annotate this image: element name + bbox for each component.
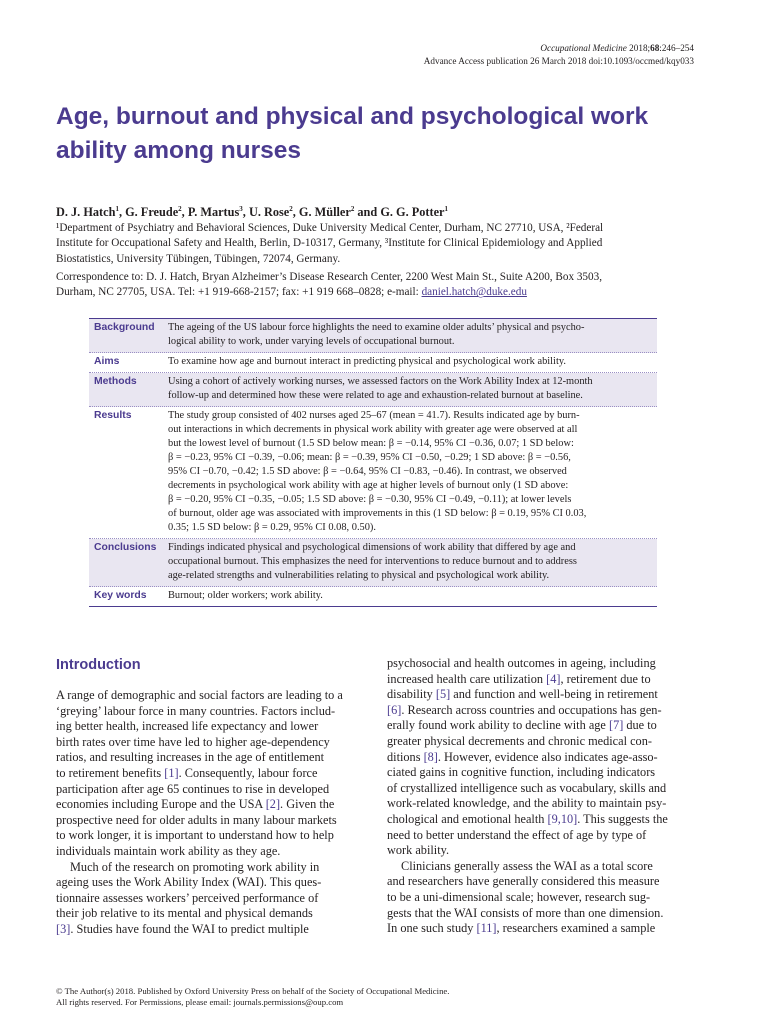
- body-text: individuals maintain work ability as they age.: [56, 843, 281, 858]
- abstract-line: The ageing of the US labour force highlights the need to examine older adults’ physical and psycho-: [168, 322, 585, 333]
- body-line: [387, 687, 694, 703]
- body-line: [387, 765, 694, 781]
- affiliations: [56, 221, 716, 267]
- abstract-line: logical ability to work, under varying levels of occupational burnout.: [168, 336, 455, 347]
- citation-link[interactable]: [11]: [476, 921, 497, 936]
- footer-line: © The Author(s) 2018. Published by Oxford University Press on behalf of the Society of Occupational Medicine.: [56, 986, 450, 996]
- body-line: [387, 859, 694, 875]
- correspondence-line: Correspondence to: D. J. Hatch, Bryan Alzheimer’s Disease Research Center, 2200 West Main St., Suite A200, Box 3503,: [56, 271, 603, 283]
- body-text: need to better understand the effect of age by type of: [387, 827, 647, 842]
- author-affiliation-mark: 2: [178, 205, 182, 213]
- body-text: . Consequently, labour force: [178, 765, 318, 780]
- body-text: . Given the: [280, 797, 335, 812]
- journal-volume: 68: [650, 43, 660, 53]
- author-name: D. J. Hatch: [56, 205, 116, 219]
- body-text: , researchers examined a sample: [496, 921, 656, 936]
- abstract-label: Methods: [94, 376, 137, 387]
- body-line: [56, 891, 363, 907]
- body-line: [387, 906, 694, 922]
- body-line: [387, 703, 694, 719]
- correspondence: [56, 270, 716, 301]
- citation-link[interactable]: [1]: [164, 765, 179, 780]
- abstract-text: [168, 541, 657, 583]
- body-line: [56, 906, 363, 922]
- body-text: tionnaire assesses workers’ perceived performance of: [56, 890, 319, 905]
- author-affiliation-mark: 2: [289, 205, 293, 213]
- body-text: increased health care utilization: [387, 671, 547, 686]
- copyright-footer: [56, 986, 449, 1008]
- body-line: [56, 875, 363, 891]
- body-text: to work longer, it is important to understand how to help: [56, 828, 334, 843]
- advance-access-line: Advance Access publication 26 March 2018 doi:10.1093/occmed/kqy033: [423, 55, 694, 66]
- citation-link[interactable]: [8]: [423, 749, 438, 764]
- body-text: A range of demographic and social factors are leading to a: [56, 688, 343, 702]
- body-text: work-related knowledge, and the ability to maintain psy-: [387, 796, 667, 811]
- body-line: [387, 781, 694, 797]
- body-text: birth rates over time have led to higher age-dependency: [56, 734, 330, 749]
- citation-link[interactable]: [3]: [56, 921, 71, 936]
- abstract-line: of burnout, older age was associated with improvements in this (1 SD below: β = 0.19, 95% CI 0.03,: [168, 508, 587, 519]
- abstract-row-background: [89, 319, 657, 353]
- body-line: [387, 874, 694, 890]
- body-text: , retirement due to: [560, 671, 651, 686]
- correspondence-line: [56, 285, 716, 300]
- abstract-line: Using a cohort of actively working nurses, we assessed factors on the Work Ability Index at 12-month: [168, 376, 593, 387]
- body-line: [387, 718, 694, 734]
- body-text: due to: [623, 718, 657, 733]
- author-separator: ,: [292, 205, 299, 219]
- abstract-line: β = −0.20, 95% CI −0.35, −0.05; 1.5 SD above: β = −0.30, 95% CI −0.49, −0.11); at lower levels: [168, 494, 572, 505]
- article-title: [56, 100, 716, 168]
- body-text: psychosocial and health outcomes in ageing, including: [387, 656, 656, 670]
- abstract-line: Burnout; older workers; work ability.: [168, 590, 323, 601]
- author-affiliation-mark: 1: [115, 205, 119, 213]
- left-column: [56, 656, 363, 938]
- abstract-row-results: [89, 407, 657, 539]
- body-text: economies including Europe and the USA: [56, 797, 266, 812]
- body-line: [56, 688, 363, 704]
- abstract-row-conclusions: [89, 539, 657, 587]
- citation-link[interactable]: [4]: [546, 671, 561, 686]
- body-text: ratios, and resulting increases in the age of entitlement: [56, 750, 325, 765]
- body-line: [56, 844, 363, 860]
- body-text: . This suggests the: [577, 811, 668, 826]
- title-line: Age, burnout and physical and psychological work: [56, 103, 649, 130]
- body-text: . However, evidence also indicates age-asso-: [437, 749, 658, 764]
- body-line: [387, 890, 694, 906]
- affiliation-line: ¹Department of Psychiatry and Behavioral Sciences, Duke University Medical Center, Durham, NC 27710, USA, ²Federal: [56, 222, 604, 234]
- body-line: [56, 797, 363, 813]
- author-affiliation-mark: 3: [239, 205, 243, 213]
- body-text: disability: [387, 687, 436, 702]
- author-name: U. Rose: [248, 205, 290, 219]
- body-text: Clinicians generally assess the WAI as a total score: [401, 858, 653, 873]
- abstract-label: Key words: [94, 590, 147, 601]
- citation-link[interactable]: [6]: [387, 702, 402, 717]
- body-text: chological and emotional health: [387, 811, 548, 826]
- abstract-line: occupational burnout. This emphasizes the need for interventions to reduce burnout and to address: [168, 556, 577, 567]
- body-text: Much of the research on promoting work ability in: [70, 859, 320, 874]
- title-line: ability among nurses: [56, 137, 302, 164]
- abstract-line: Findings indicated physical and psychological dimensions of work ability that differed by age and: [168, 542, 576, 553]
- author-separator: ,: [118, 205, 126, 219]
- body-text: . Studies have found the WAI to predict multiple: [70, 921, 309, 936]
- body-line: [387, 672, 694, 688]
- body-text: ciated gains in cognitive function, including indicators: [387, 765, 656, 780]
- body-text: prospective need for older adults in many labour markets: [56, 812, 337, 827]
- body-line: [56, 766, 363, 782]
- body-line: [387, 828, 694, 844]
- abstract-line: but the lowest level of burnout (1.5 SD below mean: β = −0.14, 95% CI −0.36, 0.07; 1 SD below:: [168, 438, 574, 449]
- author-name: G. G. Potter: [380, 205, 445, 219]
- author-affiliation-mark: 1: [444, 205, 449, 213]
- body-line: [56, 860, 363, 876]
- abstract-label: Aims: [94, 356, 120, 367]
- abstract-text: [168, 375, 657, 403]
- body-line: [387, 750, 694, 766]
- citation-link[interactable]: [9,10]: [547, 811, 578, 826]
- body-line: [56, 828, 363, 844]
- abstract-row-key-words: [89, 587, 657, 606]
- footer-line: All rights reserved. For Permissions, please email: journals.permissions@oup.com: [56, 997, 344, 1007]
- abstract-text: [168, 355, 657, 369]
- correspondence-text: Durham, NC 27705, USA. Tel: +1 919-668-2157; fax: +1 919 668–0828; e-mail:: [56, 286, 422, 299]
- body-text: . Research across countries and occupations has gen-: [401, 702, 662, 717]
- structured-abstract: [89, 318, 657, 607]
- body-text: work ability.: [387, 843, 450, 858]
- body-text: In one such study: [387, 921, 477, 936]
- author-name: P. Martus: [187, 205, 240, 219]
- abstract-text: [168, 589, 657, 603]
- body-text: their job relative to its mental and physical demands: [56, 906, 313, 921]
- body-line: [387, 656, 694, 672]
- body-text: erally found work ability to decline with age: [387, 718, 609, 733]
- body-text: gests that the WAI consists of more than one dimension.: [387, 905, 664, 920]
- abstract-line: decrements in psychological work ability with age at higher levels of burnout only (1 SD above:: [168, 480, 569, 491]
- abstract-line: The study group consisted of 402 nurses aged 25–67 (mean = 41.7). Results indicated age by burn-: [168, 410, 580, 421]
- body-line: [387, 796, 694, 812]
- body-line: [56, 782, 363, 798]
- body-text: participation after age 65 continues to rise in developed: [56, 781, 330, 796]
- journal-pages: :246–254: [659, 43, 694, 53]
- abstract-row-aims: [89, 353, 657, 373]
- abstract-line: out interactions in which decrements in physical work ability with greater age were observed at all: [168, 424, 578, 435]
- abstract-label: Results: [94, 410, 132, 421]
- abstract-line: 95% CI −0.70, −0.42; 1.5 SD above: β = −0.64, 95% CI −0.83, −0.46). In contrast, we observed: [168, 466, 567, 477]
- author-separator: and: [354, 205, 381, 219]
- author-name: G. Müller: [298, 205, 351, 219]
- right-column: [387, 656, 694, 937]
- author-separator: ,: [181, 205, 188, 219]
- body-line: [56, 719, 363, 735]
- abstract-label: Background: [94, 322, 155, 333]
- author-separator: ,: [242, 205, 249, 219]
- section-heading-introduction: Introduction: [56, 657, 141, 673]
- body-line: [56, 704, 363, 720]
- abstract-line: To examine how age and burnout interact in predicting physical and psychological work ability.: [168, 356, 566, 367]
- body-text: to be a uni-dimensional scale; however, research sug-: [387, 889, 651, 904]
- abstract-line: follow-up and determined how these were related to age and exhaustion-related burnout at baseline.: [168, 390, 583, 401]
- abstract-text: [168, 409, 657, 535]
- journal-header: [424, 42, 694, 67]
- citation-link[interactable]: [5]: [435, 687, 451, 702]
- affiliation-line: Biostatistics, University Tübingen, Tübingen, 72074, Germany.: [56, 252, 341, 265]
- abstract-label: Conclusions: [94, 542, 157, 553]
- abstract-line: β = −0.23, 95% CI −0.39, −0.06; mean: β = −0.39, 95% CI −0.50, −0.29; 1 SD above: β = −0.56,: [168, 452, 571, 463]
- body-text: and researchers have generally considered this measure: [387, 874, 660, 889]
- abstract-row-methods: [89, 373, 657, 407]
- journal-name: Occupational Medicine: [540, 43, 627, 53]
- abstract-line: 0.35; 1.5 SD below: β = 0.29, 95% CI 0.08, 0.50).: [168, 522, 376, 533]
- body-text: ing better health, increased life expectancy and lower: [56, 719, 319, 734]
- body-line: [387, 734, 694, 750]
- affiliation-line: Institute for Occupational Safety and Health, Berlin, D-10317, Germany, ³Institute for Clinical Epidemiology and Applied: [56, 237, 603, 250]
- body-line: [387, 843, 694, 859]
- abstract-text: [168, 321, 657, 349]
- body-line: [56, 735, 363, 751]
- journal-year: 2018;: [626, 43, 651, 53]
- journal-citation: [424, 42, 694, 55]
- author-list: [56, 201, 448, 220]
- author-affiliation-mark: 2: [350, 205, 355, 213]
- body-line: [387, 921, 694, 937]
- email-link[interactable]: daniel.hatch@duke.edu: [421, 286, 527, 299]
- body-line: [56, 750, 363, 766]
- body-line: [56, 922, 363, 938]
- body-text: and function and well-being in retirement: [450, 687, 658, 702]
- body-text: ditions: [387, 749, 424, 764]
- abstract-line: age-related strengths and vulnerabilities relating to physical and psychological work ability.: [168, 570, 550, 581]
- body-text: greater physical decrements and chronic medical con-: [387, 733, 652, 748]
- body-text: to retirement benefits: [56, 765, 165, 780]
- citation-link[interactable]: [7]: [608, 718, 624, 733]
- body-line: [56, 813, 363, 829]
- body-text: ageing uses the Work Ability Index (WAI). This ques-: [56, 875, 322, 890]
- body-text: ‘greying’ labour force in many countries. Factors includ-: [56, 703, 336, 718]
- citation-link[interactable]: [2]: [265, 797, 281, 812]
- body-text: of crystallized intelligence such as vocabulary, skills and: [387, 780, 667, 795]
- author-name: G. Freude: [125, 205, 179, 219]
- body-line: [387, 812, 694, 828]
